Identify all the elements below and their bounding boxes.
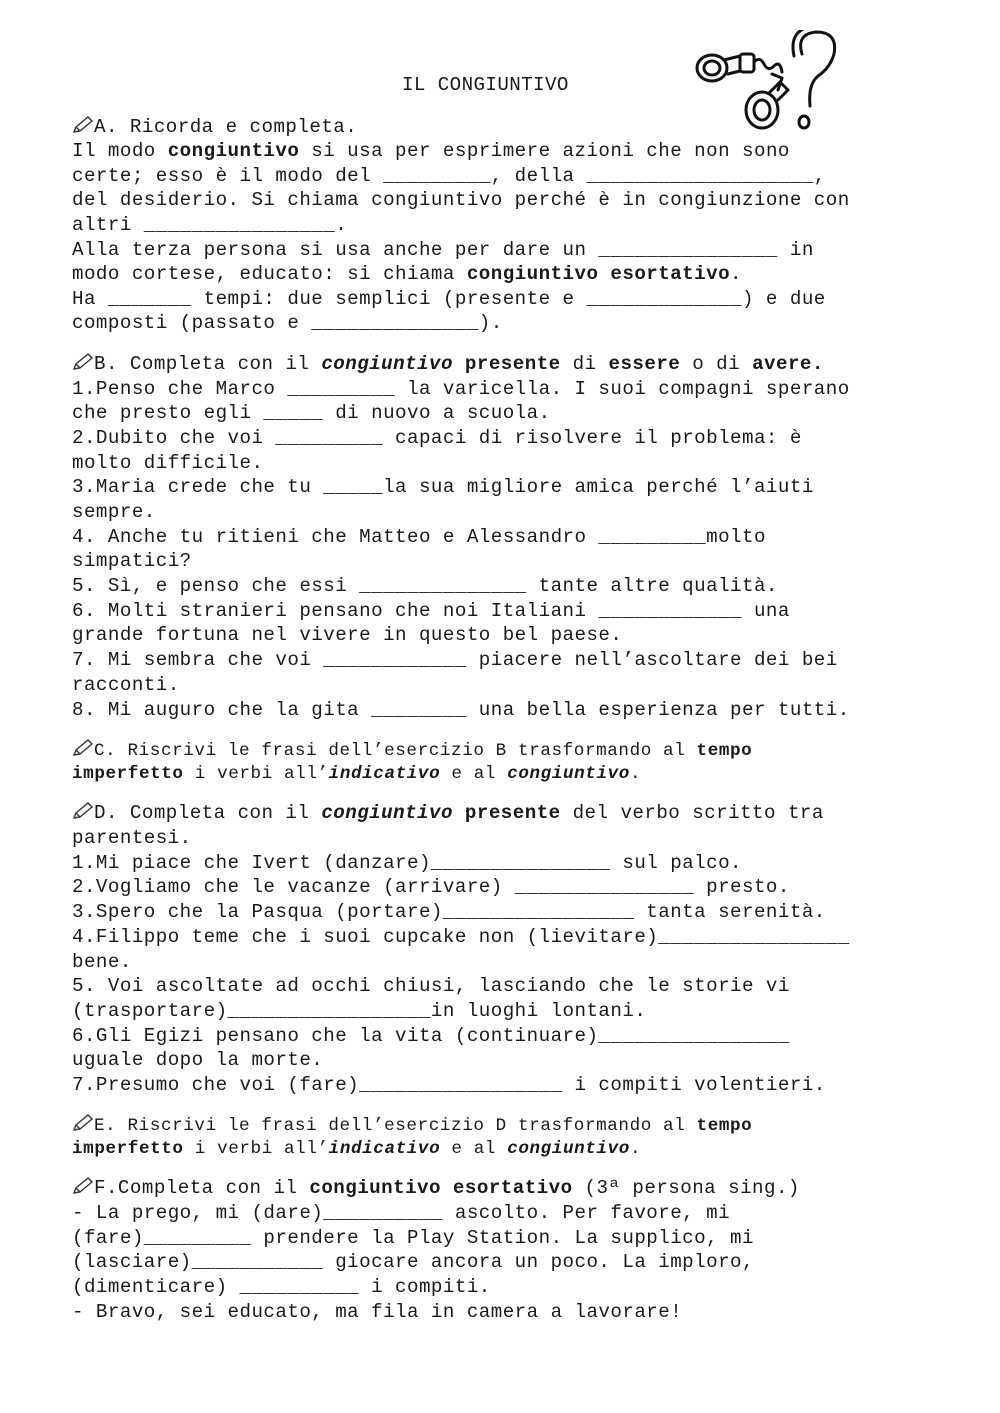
exercise-line: (trasportare)_________________in luoghi lontani. [72, 1000, 647, 1022]
exercise-line: (dimenticare) __________ i compiti. [72, 1276, 491, 1298]
exercise-line: (fare)_________ prendere la Play Station. La supplico, mi [72, 1227, 754, 1249]
exercise-line: che presto egli _____ di nuovo a scuola. [72, 402, 551, 424]
pencil-icon [72, 116, 94, 134]
section-e-line: imperfetto i verbi all’indicativo e al congiuntivo. [72, 1139, 642, 1159]
pencil-icon [72, 739, 94, 757]
exercise-line: 6.Gli Egizi pensano che la vita (continuare)________________ [72, 1025, 790, 1047]
exercise-line: 3.Spero che la Pasqua (portare)________________ tanta serenità. [72, 901, 826, 923]
pencil-icon [72, 1114, 94, 1132]
pencil-icon [72, 353, 94, 371]
section-a-line: Alla terza persona si usa anche per dare un _______________ in [72, 239, 814, 261]
exercise-line: 5. Voi ascoltate ad occhi chiusi, lasciando che le storie vi [72, 975, 790, 997]
section-a-line: Ha _______ tempi: due semplici (presente e _____________) e due [72, 288, 826, 310]
section-d-heading: D. Completa con il congiuntivo presente del verbo scritto tra [72, 801, 824, 825]
exercise-line: (lasciare)___________ giocare ancora un poco. La imploro, [72, 1251, 754, 1273]
exercise-line: simpatici? [72, 550, 192, 572]
pencil-icon [72, 1177, 94, 1195]
exercise-line: molto difficile. [72, 452, 264, 474]
section-a-line: del desiderio. Si chiama congiuntivo perché è in congiunzione con [72, 189, 850, 211]
section-a-line: composti (passato e ______________). [72, 312, 503, 334]
exercise-line: 7.Presumo che voi (fare)_________________ i compiti volentieri. [72, 1074, 826, 1096]
exercise-line: - Bravo, sei educato, ma fila in camera a lavorare! [72, 1301, 683, 1323]
exercise-line: bene. [72, 951, 132, 973]
handcuffs-question-icon [690, 30, 850, 140]
section-a-heading: A. Ricorda e completa. [72, 115, 357, 139]
section-c-line: imperfetto i verbi all’indicativo e al congiuntivo. [72, 764, 642, 784]
section-c-heading: C. Riscrivi le frasi dell’esercizio B trasformando al tempo [72, 739, 752, 763]
exercise-line: 7. Mi sembra che voi ____________ piacere nell’ascoltare dei bei [72, 649, 838, 671]
exercise-line: grande fortuna nel vivere in questo bel paese. [72, 624, 623, 646]
exercise-line: 8. Mi auguro che la gita ________ una bella esperienza per tutti. [72, 699, 850, 721]
section-a-line: certe; esso è il modo del _________, della ___________________, [72, 165, 826, 187]
section-b-heading: B. Completa con il congiuntivo presente di essere o di avere. [72, 352, 824, 376]
section-f-heading: F.Completa con il congiuntivo esortativo (3ª persona sing.) [72, 1176, 800, 1200]
exercise-line: 4.Filippo teme che i suoi cupcake non (lievitare)________________ [72, 926, 850, 948]
exercise-line: parentesi. [72, 827, 192, 849]
page-title: IL CONGIUNTIVO [402, 74, 569, 96]
exercise-line: - La prego, mi (dare)__________ ascolto. Per favore, mi [72, 1202, 731, 1224]
exercise-line: racconti. [72, 674, 180, 696]
exercise-line: uguale dopo la morte. [72, 1049, 324, 1071]
section-a-line: altri ________________. [72, 214, 348, 236]
exercise-line: 2.Dubito che voi _________ capaci di risolvere il problema: è [72, 427, 802, 449]
exercise-line: 5. Sì, e penso che essi ______________ tante altre qualità. [72, 575, 778, 597]
pencil-icon [72, 802, 94, 820]
exercise-line: 1.Mi piace che Ivert (danzare)_______________ sul palco. [72, 852, 743, 874]
exercise-line: 1.Penso che Marco _________ la varicella. I suoi compagni sperano [72, 378, 850, 400]
exercise-line: 6. Molti stranieri pensano che noi Italiani ____________ una [72, 600, 790, 622]
exercise-line: 2.Vogliamo che le vacanze (arrivare) _______________ presto. [72, 876, 790, 898]
exercise-line: sempre. [72, 501, 156, 523]
exercise-line: 4. Anche tu ritieni che Matteo e Alessandro _________molto [72, 526, 766, 548]
section-e-heading: E. Riscrivi le frasi dell’esercizio D trasformando al tempo [72, 1114, 752, 1138]
section-a-line: Il modo congiuntivo si usa per esprimere azioni che non sono [72, 140, 790, 162]
exercise-line: 3.Maria crede che tu _____la sua migliore amica perché l’aiuti [72, 476, 814, 498]
section-a-line: modo cortese, educato: si chiama congiuntivo esortativo. [72, 263, 743, 285]
